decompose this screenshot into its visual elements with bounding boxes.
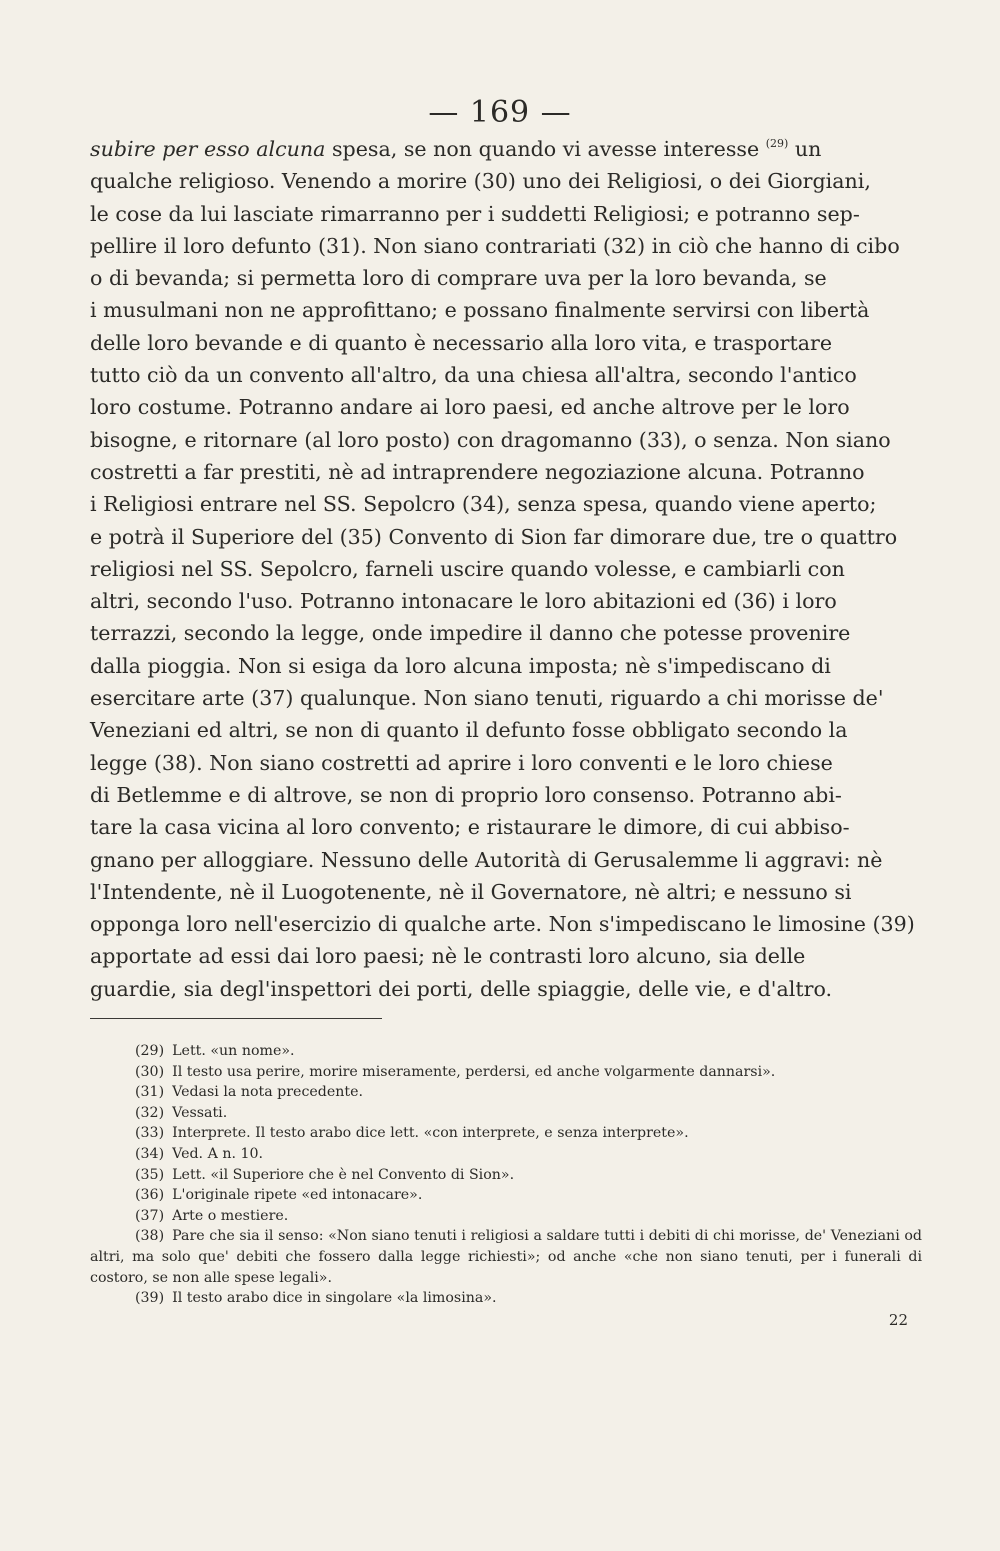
- footnote-ref: (29): [765, 137, 789, 150]
- body-line: Veneziani ed altri, se non di quanto il defunto fosse obbligato secondo la: [90, 718, 848, 743]
- footnote-number: (36): [135, 1187, 165, 1204]
- printer-signature: 22: [888, 1311, 908, 1329]
- footnotes-list: [90, 1041, 922, 1309]
- body-line: subire per esso alcuna spesa, se non quando vi avesse interesse $^{(29)}$ un: [90, 137, 822, 161]
- footnote-text: Pare che sia il senso: «Non siano tenuti i religiosi a saldare tutti i debiti di chi morisse, de' Veneziani od altri, ma solo que' debiti che fossero dalla legge richiesti»; od anche «che non siano tenuti, per i funerali di costoro, se non alle spese legali».: [90, 1228, 922, 1286]
- body-line: i musulmani non ne approfittano; e possano finalmente servirsi con libertà: [90, 298, 870, 323]
- body-line: bisogne, e ritornare (al loro posto) con dragomanno (33), o senza. Non siano: [90, 427, 891, 452]
- footnote-text: Il testo arabo dice in singolare «la limosina».: [172, 1290, 497, 1307]
- body-line: esercitare arte (37) qualunque. Non siano tenuti, riguardo a chi morisse de': [90, 686, 884, 711]
- footnote-number: (34): [135, 1145, 165, 1162]
- footnote-text: Arte o mestiere.: [172, 1207, 289, 1224]
- footnote-text: Vedasi la nota precedente.: [172, 1084, 364, 1101]
- footnote-text: Il testo usa perire, morire miseramente, perdersi, ed anche volgarmente dannarsi».: [172, 1063, 776, 1080]
- body-line: altri, secondo l'uso. Potranno intonacare le loro abitazioni ed (36) i loro: [90, 589, 837, 614]
- footnote: [90, 1206, 922, 1227]
- italic-phrase: subire per esso alcuna: [90, 137, 326, 161]
- body-text: [90, 133, 922, 1005]
- body-line: costretti a far prestiti, nè ad intraprendere negoziazione alcuna. Potranno: [90, 459, 865, 484]
- body-line: gnano per alloggiare. Nessuno delle Autorità di Gerusalemme li aggravi: nè: [90, 847, 883, 872]
- footnote-text: Interprete. Il testo arabo dice lett. «con interprete, e senza interprete».: [172, 1125, 689, 1142]
- footnote-text: L'originale ripete «ed intonacare».: [172, 1187, 423, 1204]
- footnote: [90, 1041, 922, 1062]
- footnote-number: (30): [135, 1063, 165, 1080]
- body-line: apportate ad essi dai loro paesi; nè le contrasti loro alcuno, sia delle: [90, 944, 806, 969]
- footnote: [90, 1144, 922, 1165]
- page-number: — 169 —: [428, 95, 572, 130]
- body-line: opponga loro nell'esercizio di qualche arte. Non s'impediscano le limosine (39): [90, 912, 915, 937]
- footnote: [90, 1226, 922, 1288]
- footnote-number: (29): [135, 1043, 165, 1059]
- footnote-number: (32): [135, 1104, 165, 1121]
- footnote: [90, 1062, 922, 1083]
- footnote: [90, 1288, 922, 1309]
- body-line: guardie, sia degl'inspettori dei porti, delle spiaggie, delle vie, e d'altro.: [90, 976, 833, 1001]
- footnote: [90, 1185, 922, 1206]
- footnote-number: (39): [135, 1290, 165, 1307]
- body-line: o di bevanda; si permetta loro di comprare uva per la loro bevanda, se: [90, 266, 827, 291]
- body-line: tare la casa vicina al loro convento; e ristaurare le dimore, di cui abbiso-: [90, 815, 850, 840]
- body-line: legge (38). Non siano costretti ad aprire i loro conventi e le loro chiese: [90, 750, 833, 775]
- footnote-text: Vessati.: [172, 1104, 228, 1121]
- footnote-text: Ved. A n. 10.: [172, 1145, 264, 1162]
- body-line: e potrà il Superiore del (35) Convento di Sion far dimorare due, tre o quattro: [90, 524, 898, 549]
- body-line: l'Intendente, nè il Luogotenente, nè il Governatore, nè altri; e nessuno si: [90, 879, 852, 904]
- footnote-text: Lett. «un nome».: [172, 1043, 295, 1059]
- body-line: dalla pioggia. Non si esiga da loro alcuna imposta; nè s'impediscano di: [90, 653, 831, 678]
- body-line: pellire il loro defunto (31). Non siano contrariati (32) in ciò che hanno di cibo: [90, 233, 900, 258]
- footnote-number: (33): [135, 1125, 165, 1142]
- footnote: [90, 1165, 922, 1186]
- body-line: i Religiosi entrare nel SS. Sepolcro (34), senza spesa, quando viene aperto;: [90, 492, 877, 517]
- footnote-number: (38): [135, 1228, 165, 1245]
- body-line: terrazzi, secondo la legge, onde impedire il danno che potesse provenire: [90, 621, 851, 646]
- body-line: religiosi nel SS. Sepolcro, farneli uscire quando volesse, e cambiarli con: [90, 556, 845, 581]
- body-line: loro costume. Potranno andare ai loro paesi, ed anche altrove per le loro: [90, 395, 850, 420]
- footnote: [90, 1103, 922, 1124]
- footnote-number: (31): [135, 1084, 165, 1101]
- footnote-text: Lett. «il Superiore che è nel Convento di Sion».: [172, 1166, 515, 1183]
- body-line: qualche religioso. Venendo a morire (30) uno dei Religiosi, o dei Giorgiani,: [90, 169, 871, 194]
- body-line: di Betlemme e di altrove, se non di proprio loro consenso. Potranno abi-: [90, 782, 842, 807]
- footnote-number: (37): [135, 1207, 165, 1224]
- body-line: tutto ciò da un convento all'altro, da una chiesa all'altra, secondo l'antico: [90, 363, 857, 388]
- footnote: [90, 1123, 922, 1144]
- footnote-rule: [90, 1018, 382, 1019]
- footnote: [90, 1082, 922, 1103]
- body-line: le cose da lui lasciate rimarranno per i suddetti Religiosi; e potranno sep-: [90, 201, 860, 226]
- footnote-number: (35): [135, 1166, 165, 1183]
- body-line: delle loro bevande e di quanto è necessario alla loro vita, e trasportare: [90, 330, 833, 355]
